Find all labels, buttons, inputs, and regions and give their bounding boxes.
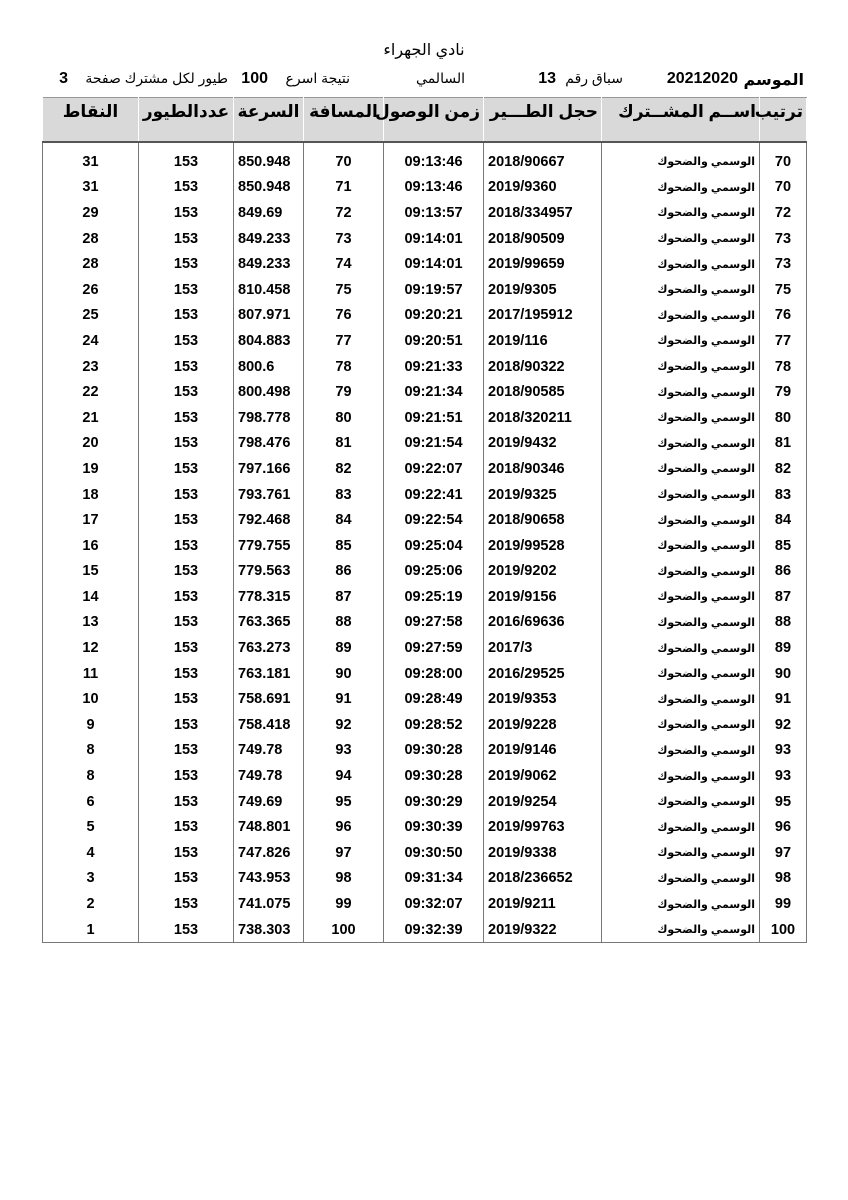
points-cell: 31 — [43, 175, 139, 201]
ring-number-cell: 2019/9228 — [484, 712, 602, 738]
speed-cell: 800.6 — [234, 354, 304, 380]
arrival-time-cell: 09:30:50 — [384, 840, 484, 866]
rank-cell: 77 — [760, 328, 807, 354]
arrival-time-cell: 09:27:58 — [384, 610, 484, 636]
table-row — [43, 712, 807, 738]
column-header-distance: المسافة — [304, 98, 384, 143]
table-row — [43, 200, 807, 226]
member-name-cell: الوسمي والضحوك — [602, 635, 760, 661]
distance-cell: 85 — [304, 533, 384, 559]
table-row — [43, 507, 807, 533]
speed-cell: 758.691 — [234, 686, 304, 712]
points-cell: 22 — [43, 379, 139, 405]
page-number: 3 — [59, 70, 68, 87]
points-cell: 15 — [43, 559, 139, 585]
member-name-cell: الوسمي والضحوك — [602, 917, 760, 943]
arrival-time-cell: 09:32:39 — [384, 917, 484, 943]
points-cell: 9 — [43, 712, 139, 738]
distance-cell: 89 — [304, 635, 384, 661]
birds-count-cell: 153 — [139, 405, 234, 431]
birds-count-cell: 153 — [139, 840, 234, 866]
points-cell: 24 — [43, 328, 139, 354]
results-table — [42, 97, 807, 943]
table-row — [43, 431, 807, 457]
birds-count-cell: 153 — [139, 328, 234, 354]
points-cell: 28 — [43, 226, 139, 252]
ring-number-cell: 2019/9338 — [484, 840, 602, 866]
birds-count-cell: 153 — [139, 686, 234, 712]
distance-cell: 99 — [304, 891, 384, 917]
rank-cell: 85 — [760, 533, 807, 559]
speed-cell: 850.948 — [234, 175, 304, 201]
ring-number-cell: 2019/9353 — [484, 686, 602, 712]
member-name-cell: الوسمي والضحوك — [602, 814, 760, 840]
birds-count-cell: 153 — [139, 763, 234, 789]
arrival-time-cell: 09:20:21 — [384, 303, 484, 329]
rank-cell: 80 — [760, 405, 807, 431]
birds-count-cell: 153 — [139, 277, 234, 303]
ring-number-cell: 2018/90322 — [484, 354, 602, 380]
rank-cell: 73 — [760, 251, 807, 277]
member-name-cell: الوسمي والضحوك — [602, 840, 760, 866]
table-row — [43, 251, 807, 277]
distance-cell: 80 — [304, 405, 384, 431]
table-row — [43, 277, 807, 303]
distance-cell: 81 — [304, 431, 384, 457]
birds-count-cell: 153 — [139, 175, 234, 201]
distance-cell: 94 — [304, 763, 384, 789]
table-row — [43, 175, 807, 201]
speed-cell: 800.498 — [234, 379, 304, 405]
rank-cell: 84 — [760, 507, 807, 533]
rank-cell: 96 — [760, 814, 807, 840]
season-value: 20212020 — [666, 70, 738, 87]
table-row — [43, 456, 807, 482]
arrival-time-cell: 09:22:54 — [384, 507, 484, 533]
distance-cell: 76 — [304, 303, 384, 329]
speed-cell: 810.458 — [234, 277, 304, 303]
table-row — [43, 891, 807, 917]
distance-cell: 95 — [304, 789, 384, 815]
member-name-cell: الوسمي والضحوك — [602, 789, 760, 815]
arrival-time-cell: 09:14:01 — [384, 226, 484, 252]
birds-count-cell: 153 — [139, 789, 234, 815]
distance-cell: 87 — [304, 584, 384, 610]
speed-cell: 747.826 — [234, 840, 304, 866]
speed-cell: 763.273 — [234, 635, 304, 661]
table-row — [43, 840, 807, 866]
birds-count-cell: 153 — [139, 891, 234, 917]
speed-cell: 763.181 — [234, 661, 304, 687]
rank-cell: 100 — [760, 917, 807, 943]
member-name-cell: الوسمي والضحوك — [602, 303, 760, 329]
distance-cell: 96 — [304, 814, 384, 840]
speed-cell: 749.78 — [234, 738, 304, 764]
member-name-cell: الوسمي والضحوك — [602, 610, 760, 636]
rank-cell: 83 — [760, 482, 807, 508]
speed-cell: 758.418 — [234, 712, 304, 738]
rank-cell: 98 — [760, 866, 807, 892]
ring-number-cell: 2016/29525 — [484, 661, 602, 687]
birds-count-cell: 153 — [139, 456, 234, 482]
arrival-time-cell: 09:31:34 — [384, 866, 484, 892]
speed-cell: 849.233 — [234, 251, 304, 277]
rank-cell: 70 — [760, 175, 807, 201]
member-name-cell: الوسمي والضحوك — [602, 661, 760, 687]
points-cell: 1 — [43, 917, 139, 943]
arrival-time-cell: 09:30:28 — [384, 738, 484, 764]
birds-count-cell: 153 — [139, 635, 234, 661]
member-name-cell: الوسمي والضحوك — [602, 584, 760, 610]
rank-cell: 99 — [760, 891, 807, 917]
points-cell: 28 — [43, 251, 139, 277]
distance-cell: 75 — [304, 277, 384, 303]
speed-cell: 798.778 — [234, 405, 304, 431]
birds-count-cell: 153 — [139, 917, 234, 943]
rank-cell: 79 — [760, 379, 807, 405]
result-count: 100 — [241, 70, 268, 87]
distance-cell: 79 — [304, 379, 384, 405]
table-row — [43, 610, 807, 636]
race-number: 13 — [538, 70, 556, 87]
arrival-time-cell: 09:19:57 — [384, 277, 484, 303]
table-row — [43, 763, 807, 789]
table-row — [43, 584, 807, 610]
birds-count-cell: 153 — [139, 149, 234, 175]
speed-cell: 798.476 — [234, 431, 304, 457]
arrival-time-cell: 09:20:51 — [384, 328, 484, 354]
distance-cell: 100 — [304, 917, 384, 943]
distance-cell: 97 — [304, 840, 384, 866]
birds-count-cell: 153 — [139, 814, 234, 840]
birds-count-cell: 153 — [139, 584, 234, 610]
points-cell: 25 — [43, 303, 139, 329]
ring-number-cell: 2018/90667 — [484, 149, 602, 175]
points-cell: 31 — [43, 149, 139, 175]
rank-cell: 97 — [760, 840, 807, 866]
table-row — [43, 738, 807, 764]
table-row — [43, 379, 807, 405]
ring-number-cell: 2019/9432 — [484, 431, 602, 457]
table-row — [43, 303, 807, 329]
distance-cell: 84 — [304, 507, 384, 533]
column-header-member: اســم المشــترك — [602, 98, 760, 143]
birds-count-cell: 153 — [139, 431, 234, 457]
ring-number-cell: 2019/116 — [484, 328, 602, 354]
speed-cell: 749.69 — [234, 789, 304, 815]
ring-number-cell: 2018/90346 — [484, 456, 602, 482]
ring-number-cell: 2019/9325 — [484, 482, 602, 508]
points-cell: 26 — [43, 277, 139, 303]
speed-cell: 741.075 — [234, 891, 304, 917]
member-name-cell: الوسمي والضحوك — [602, 686, 760, 712]
distance-cell: 98 — [304, 866, 384, 892]
rank-cell: 88 — [760, 610, 807, 636]
ring-number-cell: 2019/9322 — [484, 917, 602, 943]
points-cell: 8 — [43, 738, 139, 764]
birds-count-cell: 153 — [139, 507, 234, 533]
member-name-cell: الوسمي والضحوك — [602, 763, 760, 789]
arrival-time-cell: 09:30:28 — [384, 763, 484, 789]
table-row — [43, 635, 807, 661]
member-name-cell: الوسمي والضحوك — [602, 354, 760, 380]
points-cell: 12 — [43, 635, 139, 661]
speed-cell: 778.315 — [234, 584, 304, 610]
speed-cell: 793.761 — [234, 482, 304, 508]
arrival-time-cell: 09:22:41 — [384, 482, 484, 508]
birds-count-cell: 153 — [139, 533, 234, 559]
birds-count-cell: 153 — [139, 559, 234, 585]
ring-number-cell: 2019/9202 — [484, 559, 602, 585]
points-cell: 11 — [43, 661, 139, 687]
ring-number-cell: 2019/9146 — [484, 738, 602, 764]
arrival-time-cell: 09:14:01 — [384, 251, 484, 277]
arrival-time-cell: 09:21:51 — [384, 405, 484, 431]
distance-cell: 73 — [304, 226, 384, 252]
distance-cell: 83 — [304, 482, 384, 508]
arrival-time-cell: 09:13:57 — [384, 200, 484, 226]
distance-cell: 72 — [304, 200, 384, 226]
rank-cell: 93 — [760, 763, 807, 789]
arrival-time-cell: 09:27:59 — [384, 635, 484, 661]
speed-cell: 849.69 — [234, 200, 304, 226]
member-name-cell: الوسمي والضحوك — [602, 507, 760, 533]
member-name-cell: الوسمي والضحوك — [602, 891, 760, 917]
ring-number-cell: 2018/236652 — [484, 866, 602, 892]
member-name-cell: الوسمي والضحوك — [602, 175, 760, 201]
member-name-cell: الوسمي والضحوك — [602, 482, 760, 508]
speed-cell: 743.953 — [234, 866, 304, 892]
birds-count-cell: 153 — [139, 200, 234, 226]
ring-number-cell: 2018/334957 — [484, 200, 602, 226]
table-row — [43, 149, 807, 175]
ring-number-cell: 2019/9305 — [484, 277, 602, 303]
table-row — [43, 789, 807, 815]
rank-cell: 86 — [760, 559, 807, 585]
table-header-row — [43, 98, 807, 143]
column-header-speed: السرعة — [234, 98, 304, 143]
points-cell: 4 — [43, 840, 139, 866]
speed-cell: 763.365 — [234, 610, 304, 636]
distance-cell: 78 — [304, 354, 384, 380]
distance-cell: 92 — [304, 712, 384, 738]
speed-cell: 792.468 — [234, 507, 304, 533]
table-row — [43, 226, 807, 252]
member-name-cell: الوسمي والضحوك — [602, 379, 760, 405]
member-name-cell: الوسمي والضحوك — [602, 200, 760, 226]
speed-cell: 807.971 — [234, 303, 304, 329]
speed-cell: 850.948 — [234, 149, 304, 175]
member-name-cell: الوسمي والضحوك — [602, 712, 760, 738]
arrival-time-cell: 09:21:33 — [384, 354, 484, 380]
points-cell: 20 — [43, 431, 139, 457]
table-row — [43, 917, 807, 943]
ring-number-cell: 2019/9360 — [484, 175, 602, 201]
birds-count-cell: 153 — [139, 251, 234, 277]
birds-count-cell: 153 — [139, 354, 234, 380]
table-row — [43, 533, 807, 559]
rank-cell: 92 — [760, 712, 807, 738]
member-name-cell: الوسمي والضحوك — [602, 149, 760, 175]
distance-cell: 93 — [304, 738, 384, 764]
speed-cell: 797.166 — [234, 456, 304, 482]
table-row — [43, 559, 807, 585]
points-cell: 21 — [43, 405, 139, 431]
ring-number-cell: 2019/99659 — [484, 251, 602, 277]
rank-cell: 91 — [760, 686, 807, 712]
table-row — [43, 405, 807, 431]
column-header-arrival: زمن الوصول — [384, 98, 484, 143]
arrival-time-cell: 09:25:19 — [384, 584, 484, 610]
member-name-cell: الوسمي والضحوك — [602, 431, 760, 457]
birds-count-cell: 153 — [139, 379, 234, 405]
table-row — [43, 328, 807, 354]
member-name-cell: الوسمي والضحوك — [602, 559, 760, 585]
ring-number-cell: 2017/195912 — [484, 303, 602, 329]
member-name-cell: الوسمي والضحوك — [602, 533, 760, 559]
points-cell: 6 — [43, 789, 139, 815]
rank-cell: 73 — [760, 226, 807, 252]
points-cell: 2 — [43, 891, 139, 917]
distance-cell: 86 — [304, 559, 384, 585]
speed-cell: 779.755 — [234, 533, 304, 559]
ring-number-cell: 2018/90658 — [484, 507, 602, 533]
birds-count-cell: 153 — [139, 226, 234, 252]
column-header-rank: ترتيب — [760, 98, 807, 143]
column-header-points: النقاط — [43, 98, 139, 143]
member-name-cell: الوسمي والضحوك — [602, 738, 760, 764]
rank-cell: 70 — [760, 149, 807, 175]
table-row — [43, 866, 807, 892]
points-cell: 3 — [43, 866, 139, 892]
rank-cell: 90 — [760, 661, 807, 687]
distance-cell: 70 — [304, 149, 384, 175]
column-header-birds: عددالطيور — [139, 98, 234, 143]
points-cell: 29 — [43, 200, 139, 226]
arrival-time-cell: 09:22:07 — [384, 456, 484, 482]
speed-cell: 748.801 — [234, 814, 304, 840]
club-name: نادي الجهراء — [383, 42, 465, 59]
distance-cell: 77 — [304, 328, 384, 354]
table-row — [43, 686, 807, 712]
birds-count-cell: 153 — [139, 482, 234, 508]
arrival-time-cell: 09:25:06 — [384, 559, 484, 585]
rank-cell: 72 — [760, 200, 807, 226]
table-row — [43, 814, 807, 840]
distance-cell: 71 — [304, 175, 384, 201]
points-cell: 13 — [43, 610, 139, 636]
birds-count-cell: 153 — [139, 303, 234, 329]
table-row — [43, 354, 807, 380]
rank-cell: 82 — [760, 456, 807, 482]
arrival-time-cell: 09:28:52 — [384, 712, 484, 738]
birds-count-cell: 153 — [139, 610, 234, 636]
birds-count-cell: 153 — [139, 866, 234, 892]
arrival-time-cell: 09:28:00 — [384, 661, 484, 687]
member-name-cell: الوسمي والضحوك — [602, 866, 760, 892]
member-name-cell: الوسمي والضحوك — [602, 456, 760, 482]
speed-cell: 779.563 — [234, 559, 304, 585]
rank-cell: 78 — [760, 354, 807, 380]
distance-cell: 90 — [304, 661, 384, 687]
arrival-time-cell: 09:21:54 — [384, 431, 484, 457]
points-cell: 18 — [43, 482, 139, 508]
points-cell: 14 — [43, 584, 139, 610]
rank-cell: 76 — [760, 303, 807, 329]
rank-cell: 87 — [760, 584, 807, 610]
points-cell: 5 — [43, 814, 139, 840]
ring-number-cell: 2018/90509 — [484, 226, 602, 252]
season-label: الموسم — [743, 72, 804, 89]
ring-number-cell: 2018/320211 — [484, 405, 602, 431]
race-location: السالمي — [416, 70, 465, 86]
arrival-time-cell: 09:30:29 — [384, 789, 484, 815]
ring-number-cell: 2017/3 — [484, 635, 602, 661]
points-cell: 17 — [43, 507, 139, 533]
speed-cell: 804.883 — [234, 328, 304, 354]
rank-cell: 75 — [760, 277, 807, 303]
speed-cell: 849.233 — [234, 226, 304, 252]
distance-cell: 74 — [304, 251, 384, 277]
speed-cell: 749.78 — [234, 763, 304, 789]
ring-number-cell: 2018/90585 — [484, 379, 602, 405]
race-label: سباق رقم — [565, 70, 623, 86]
result-label: نتيجة اسرع — [285, 70, 350, 86]
birds-count-cell: 153 — [139, 738, 234, 764]
table-row — [43, 482, 807, 508]
column-header-ring: حجل الطـــير — [484, 98, 602, 143]
per-member-label: طيور لكل مشترك صفحة — [85, 70, 228, 86]
ring-number-cell: 2019/9156 — [484, 584, 602, 610]
arrival-time-cell: 09:13:46 — [384, 149, 484, 175]
points-cell: 23 — [43, 354, 139, 380]
speed-cell: 738.303 — [234, 917, 304, 943]
ring-number-cell: 2019/9254 — [484, 789, 602, 815]
ring-number-cell: 2019/99528 — [484, 533, 602, 559]
arrival-time-cell: 09:25:04 — [384, 533, 484, 559]
points-cell: 19 — [43, 456, 139, 482]
table-row — [43, 661, 807, 687]
arrival-time-cell: 09:30:39 — [384, 814, 484, 840]
rank-cell: 89 — [760, 635, 807, 661]
points-cell: 10 — [43, 686, 139, 712]
ring-number-cell: 2019/9062 — [484, 763, 602, 789]
member-name-cell: الوسمي والضحوك — [602, 251, 760, 277]
member-name-cell: الوسمي والضحوك — [602, 277, 760, 303]
arrival-time-cell: 09:32:07 — [384, 891, 484, 917]
rank-cell: 95 — [760, 789, 807, 815]
ring-number-cell: 2019/9211 — [484, 891, 602, 917]
points-cell: 16 — [43, 533, 139, 559]
arrival-time-cell: 09:13:46 — [384, 175, 484, 201]
birds-count-cell: 153 — [139, 661, 234, 687]
member-name-cell: الوسمي والضحوك — [602, 328, 760, 354]
rank-cell: 81 — [760, 431, 807, 457]
distance-cell: 82 — [304, 456, 384, 482]
birds-count-cell: 153 — [139, 712, 234, 738]
rank-cell: 93 — [760, 738, 807, 764]
distance-cell: 91 — [304, 686, 384, 712]
member-name-cell: الوسمي والضحوك — [602, 226, 760, 252]
points-cell: 8 — [43, 763, 139, 789]
ring-number-cell: 2016/69636 — [484, 610, 602, 636]
ring-number-cell: 2019/99763 — [484, 814, 602, 840]
arrival-time-cell: 09:21:34 — [384, 379, 484, 405]
member-name-cell: الوسمي والضحوك — [602, 405, 760, 431]
arrival-time-cell: 09:28:49 — [384, 686, 484, 712]
distance-cell: 88 — [304, 610, 384, 636]
